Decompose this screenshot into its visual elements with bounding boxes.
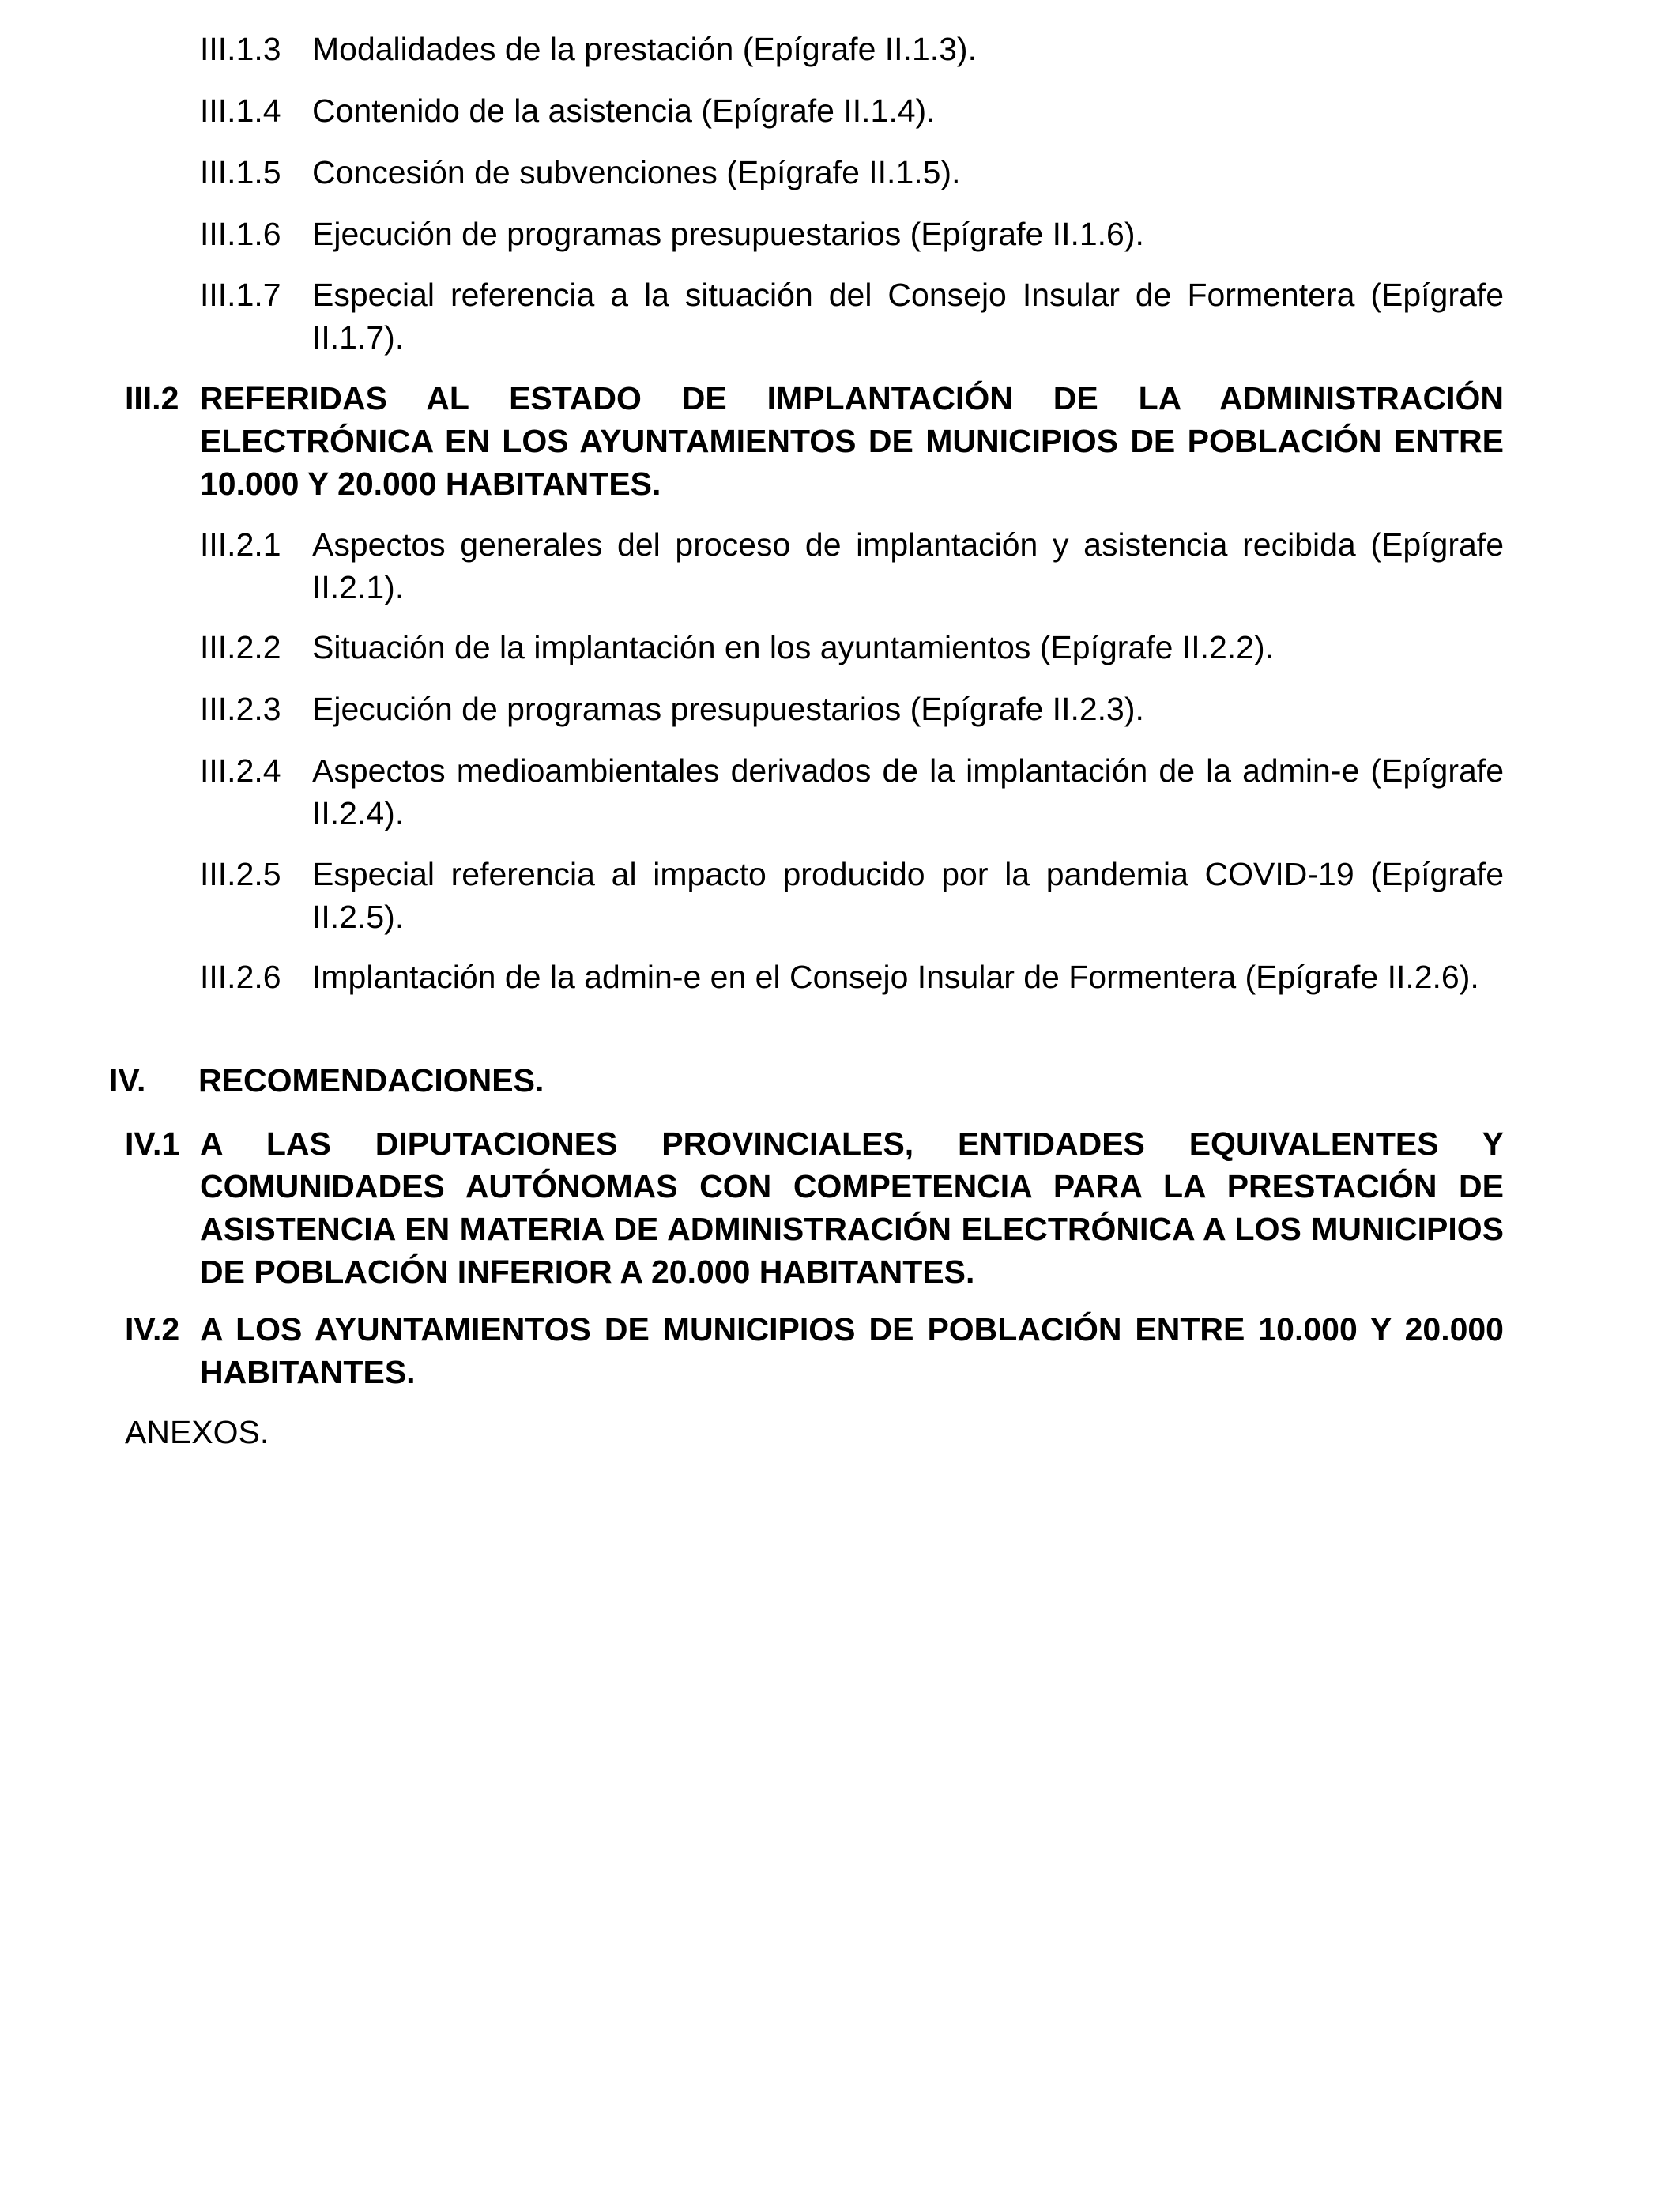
toc-heading-text: REFERIDAS AL ESTADO DE IMPLANTACIÓN DE LA ADMINISTRACIÓN ELECTRÓNICA EN LOS AYUNTAMIENTOS DE MUNICIPIOS DE POBLACIÓN ENTRE 10.000 Y 20.000 HABITANTES. xyxy=(200,380,1504,502)
toc-item-text: Contenido de la asistencia (Epígrafe II.1.4). xyxy=(312,92,936,129)
toc-item-number: III.1.6 xyxy=(200,216,281,252)
toc-item-number: III.1.4 xyxy=(200,92,281,129)
toc-heading-number: IV.1 xyxy=(125,1125,180,1162)
toc-heading-text: A LAS DIPUTACIONES PROVINCIALES, ENTIDADES EQUIVALENTES Y COMUNIDADES AUTÓNOMAS CON COMPETENCIA PARA LA PRESTACIÓN DE ASISTENCIA EN MATERIA DE ADMINISTRACIÓN ELECTRÓNICA A LOS MUNICIPIOS DE POBLACIÓN INFERIOR A 20.000 HABITANTES. xyxy=(200,1125,1504,1290)
toc-item-number: III.1.7 xyxy=(200,277,281,313)
toc-item-text: Ejecución de programas presupuestarios (Epígrafe II.2.3). xyxy=(312,691,1144,727)
toc-item-number: III.2.3 xyxy=(200,691,281,727)
toc-item-text: Especial referencia al impacto producido por la pandemia COVID-19 (Epígrafe II.2.5). xyxy=(312,856,1504,935)
toc-item-text: Aspectos medioambientales derivados de la implantación de la admin-e (Epígrafe II.2.4). xyxy=(312,752,1504,831)
toc-item-text: Ejecución de programas presupuestarios (Epígrafe II.1.6). xyxy=(312,216,1144,252)
toc-heading-number: III.2 xyxy=(125,380,179,417)
toc-item-number: III.1.3 xyxy=(200,31,281,67)
toc-heading-text: RECOMENDACIONES. xyxy=(198,1062,544,1099)
toc-heading-text: A LOS AYUNTAMIENTOS DE MUNICIPIOS DE POBLACIÓN ENTRE 10.000 Y 20.000 HABITANTES. xyxy=(200,1311,1504,1390)
toc-item-number: III.2.5 xyxy=(200,856,281,892)
toc-item-number: III.1.5 xyxy=(200,154,281,190)
toc-heading-number: IV.2 xyxy=(125,1311,180,1348)
toc-item-number: III.2.2 xyxy=(200,629,281,665)
toc-item-number: III.2.4 xyxy=(200,752,281,789)
toc-item-text: Aspectos generales del proceso de implantación y asistencia recibida (Epígrafe II.2.1). xyxy=(312,526,1504,605)
toc-item-text: Modalidades de la prestación (Epígrafe II.1.3). xyxy=(312,31,977,67)
toc-item-number: III.2.1 xyxy=(200,526,281,563)
toc-item-text: Situación de la implantación en los ayuntamientos (Epígrafe II.2.2). xyxy=(312,629,1275,665)
annexes-label: ANEXOS. xyxy=(125,1414,269,1450)
toc-item-number: III.2.6 xyxy=(200,959,281,995)
toc-heading-number: IV. xyxy=(109,1062,146,1099)
toc-item-text: Implantación de la admin-e en el Consejo Insular de Formentera (Epígrafe II.2.6). xyxy=(312,959,1479,995)
toc-item-text: Especial referencia a la situación del Consejo Insular de Formentera (Epígrafe II.1.7). xyxy=(312,277,1504,356)
toc-item-text: Concesión de subvenciones (Epígrafe II.1.5). xyxy=(312,154,961,190)
